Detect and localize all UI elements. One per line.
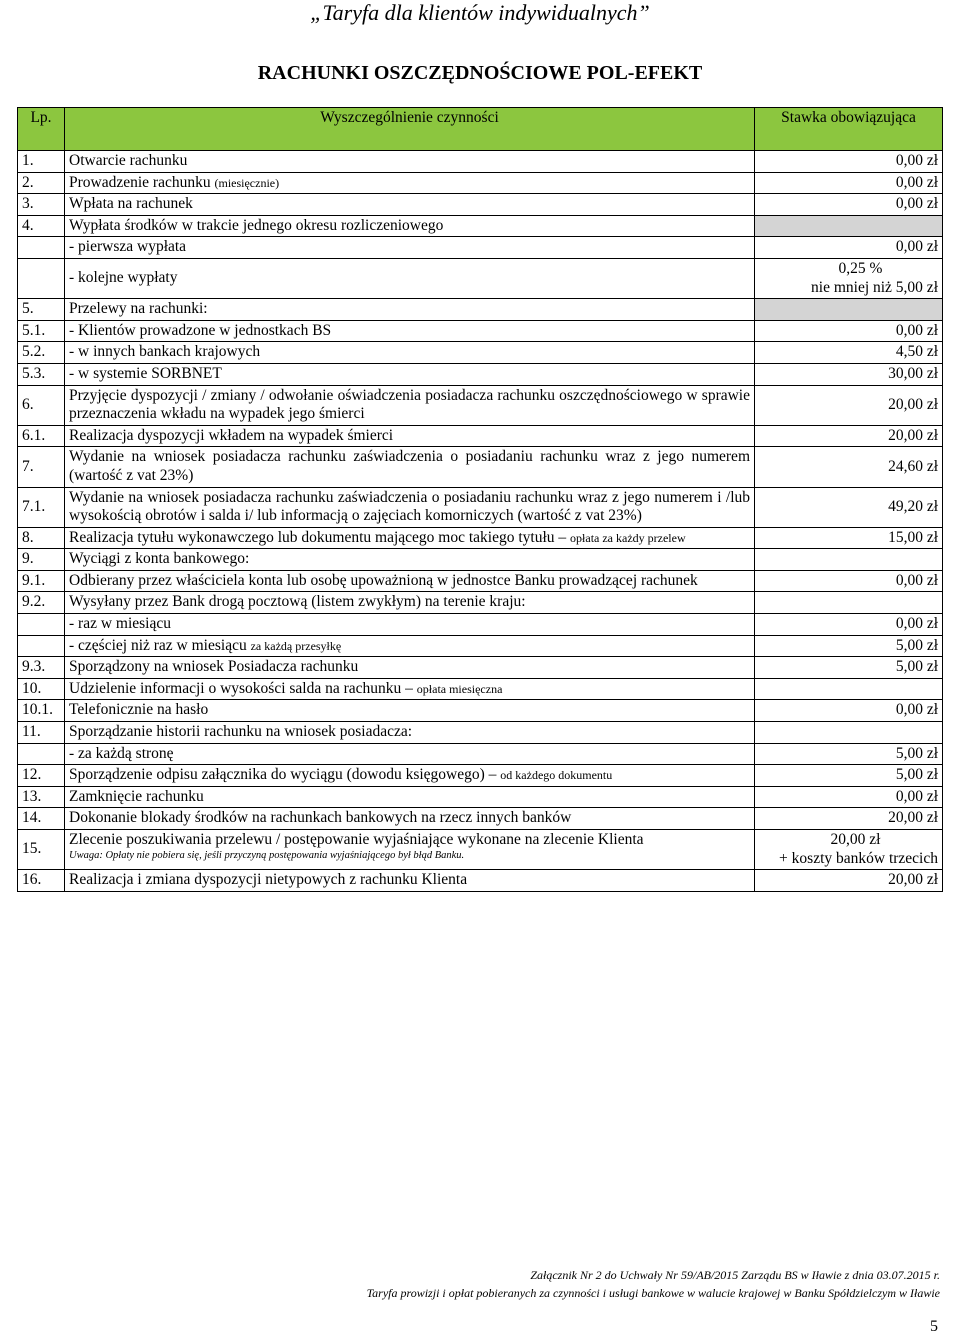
row-rate: 0,00 zł: [755, 614, 943, 636]
row-rate: 0,00 zł: [755, 786, 943, 808]
row-lp: 9.1.: [18, 570, 65, 592]
row-rate: 20,00 zł: [755, 425, 943, 447]
row-lp-empty: [18, 635, 65, 657]
column-header-rate: Stawka obowiązująca: [755, 108, 943, 151]
row-description: [65, 527, 755, 549]
table-row: [18, 743, 943, 765]
row-rate: 0,00 zł: [755, 320, 943, 342]
row-lp: 5.3.: [18, 363, 65, 385]
row-rate: [755, 830, 943, 870]
row-lp-empty: [18, 258, 65, 298]
row-description: Zamknięcie rachunku: [65, 786, 755, 808]
row-rate: 5,00 zł: [755, 657, 943, 679]
row-description: - kolejne wypłaty: [65, 258, 755, 298]
table-row: [18, 549, 943, 571]
row-rate: 20,00 zł: [755, 870, 943, 892]
row-lp: 14.: [18, 808, 65, 830]
table-row: [18, 320, 943, 342]
table-row: [18, 765, 943, 787]
table-row: [18, 614, 943, 636]
row-lp: 10.1.: [18, 700, 65, 722]
row-lp: 7.1.: [18, 487, 65, 527]
row-description: Odbierany przez właściciela konta lub osobę upoważnioną w jednostce Banku prowadzącej rachunek: [65, 570, 755, 592]
row-rate: 20,00 zł: [755, 808, 943, 830]
row-description-qualifier: opłata za każdy przelew: [570, 530, 686, 545]
row-lp: 9.3.: [18, 657, 65, 679]
row-lp: 5.1.: [18, 320, 65, 342]
row-description: Wydanie na wniosek posiadacza rachunku zaświadczenia o posiadaniu rachunku wraz z jego numerem i /lub wysokością obrotów i salda i/ lub informacją o zajęciach komorniczych (wartość z vat 23%): [65, 487, 755, 527]
row-lp: 13.: [18, 786, 65, 808]
row-lp-empty: [18, 614, 65, 636]
row-lp: 12.: [18, 765, 65, 787]
column-header-description: Wyszczególnienie czynności: [65, 108, 755, 151]
row-lp: 6.1.: [18, 425, 65, 447]
row-description-text: Prowadzenie rachunku: [69, 173, 211, 191]
row-lp: 4.: [18, 215, 65, 237]
row-description: - raz w miesiącu: [65, 614, 755, 636]
table-row: [18, 363, 943, 385]
row-description: Wypłata środków w trakcie jednego okresu rozliczeniowego: [65, 215, 755, 237]
row-rate-line: 0,25 %: [838, 259, 883, 277]
table-row: [18, 657, 943, 679]
table-row: [18, 722, 943, 744]
table-row: [18, 299, 943, 321]
row-description: - pierwsza wypłata: [65, 237, 755, 259]
row-description: Otwarcie rachunku: [65, 151, 755, 173]
row-description: [65, 830, 755, 870]
row-rate: 0,00 zł: [755, 570, 943, 592]
row-note: Uwaga: Opłaty nie pobiera się, jeśli przyczyną postępowania wyjaśniającego był błąd Banku.: [69, 849, 465, 861]
row-rate: [755, 258, 943, 298]
row-lp: 2.: [18, 172, 65, 194]
row-description: Sporządzony na wniosek Posiadacza rachunku: [65, 657, 755, 679]
table-header-row: [18, 108, 943, 151]
row-description: Wyciągi z konta bankowego:: [65, 549, 755, 571]
row-lp: 5.: [18, 299, 65, 321]
row-lp: 3.: [18, 194, 65, 216]
row-rate: 0,00 zł: [755, 700, 943, 722]
table-row: [18, 786, 943, 808]
row-rate: 4,50 zł: [755, 342, 943, 364]
row-rate-line: + koszty banków trzecich: [779, 849, 938, 867]
row-lp: 8.: [18, 527, 65, 549]
row-description: Wpłata na rachunek: [65, 194, 755, 216]
table-row: [18, 151, 943, 173]
table-row: [18, 172, 943, 194]
row-rate: 0,00 zł: [755, 194, 943, 216]
row-description: - za każdą stronę: [65, 743, 755, 765]
row-description-text: - częściej niż raz w miesiącu: [69, 636, 247, 654]
row-lp: 9.2.: [18, 592, 65, 614]
row-rate-empty: [755, 549, 943, 571]
row-description: - w systemie SORBNET: [65, 363, 755, 385]
row-description: Telefonicznie na hasło: [65, 700, 755, 722]
row-description-text: Sporządzenie odpisu załącznika do wyciągu (dowodu księgowego) –: [69, 766, 497, 784]
column-header-lp: Lp.: [18, 108, 65, 151]
row-rate: 0,00 zł: [755, 151, 943, 173]
row-description: Sporządzanie historii rachunku na wniosek posiadacza:: [65, 722, 755, 744]
row-description: [65, 635, 755, 657]
row-rate: 49,20 zł: [755, 487, 943, 527]
table-row: [18, 342, 943, 364]
row-description: Wysyłany przez Bank drogą pocztową (listem zwykłym) na terenie kraju:: [65, 592, 755, 614]
document-header: „Taryfa dla klientów indywidualnych”: [310, 0, 650, 25]
table-row: [18, 700, 943, 722]
table-row: [18, 258, 943, 298]
row-rate: 0,00 zł: [755, 237, 943, 259]
row-rate: 5,00 zł: [755, 635, 943, 657]
row-lp: 1.: [18, 151, 65, 173]
row-lp: 15.: [18, 830, 65, 870]
row-description-qualifier: od każdego dokumentu: [500, 768, 613, 783]
table-row: [18, 830, 943, 870]
table-row: [18, 808, 943, 830]
row-description-text: Realizacja tytułu wykonawczego lub dokumentu mającego moc takiego tytułu –: [69, 528, 567, 546]
row-rate-empty: [755, 722, 943, 744]
row-description: - w innych bankach krajowych: [65, 342, 755, 364]
row-description: [65, 765, 755, 787]
row-description-text: Zlecenie poszukiwania przelewu / postępowanie wyjaśniające wykonane na zlecenie Klienta: [69, 831, 644, 848]
table-row: [18, 237, 943, 259]
row-rate-empty: [755, 215, 943, 237]
table-row: [18, 385, 943, 425]
row-description: Przyjęcie dyspozycji / zmiany / odwołanie oświadczenia posiadacza rachunku oszczędnościowego w sprawie przeznaczenia wkładu na wypadek jego śmierci: [65, 385, 755, 425]
row-rate: 15,00 zł: [755, 527, 943, 549]
footer-attachment-note: Załącznik Nr 2 do Uchwały Nr 59/AB/2015 Zarządu BS w Iławie z dnia 03.07.2015 r.: [530, 1268, 940, 1282]
table-row: [18, 194, 943, 216]
table-row: [18, 678, 943, 700]
row-lp: 10.: [18, 678, 65, 700]
page-number: 5: [930, 1318, 938, 1335]
table-row: [18, 570, 943, 592]
row-rate-line: nie mniej niż 5,00 zł: [811, 278, 938, 296]
fee-table: [17, 107, 943, 892]
table-row: [18, 447, 943, 487]
table-row: [18, 215, 943, 237]
row-rate-line: 20,00 zł: [830, 831, 881, 848]
table-row: [18, 592, 943, 614]
row-description-qualifier: (miesięcznie): [214, 175, 280, 190]
table-row: [18, 527, 943, 549]
row-lp: 6.: [18, 385, 65, 425]
row-rate: 0,00 zł: [755, 172, 943, 194]
row-rate-empty: [755, 592, 943, 614]
row-rate: 5,00 zł: [755, 743, 943, 765]
row-rate-empty: [755, 299, 943, 321]
footer-tariff-note: Taryfa prowizji i opłat pobieranych za czynności i usługi bankowe w walucie krajowej w Banku Spółdzielczym w Iławie: [366, 1286, 940, 1300]
page-title: RACHUNKI OSZCZĘDNOŚCIOWE POL-EFEKT: [257, 62, 703, 84]
table-row: [18, 870, 943, 892]
row-lp: 7.: [18, 447, 65, 487]
row-lp: 5.2.: [18, 342, 65, 364]
row-lp-empty: [18, 743, 65, 765]
row-description-text: Udzielenie informacji o wysokości salda na rachunku –: [69, 679, 413, 697]
row-description-qualifier: za każdą przesyłkę: [250, 638, 342, 653]
row-rate: 30,00 zł: [755, 363, 943, 385]
row-description: - Klientów prowadzone w jednostkach BS: [65, 320, 755, 342]
row-description: [65, 678, 755, 700]
row-lp: 11.: [18, 722, 65, 744]
row-rate: 24,60 zł: [755, 447, 943, 487]
row-rate: 5,00 zł: [755, 765, 943, 787]
row-description: Realizacja dyspozycji wkładem na wypadek śmierci: [65, 425, 755, 447]
row-description-qualifier: opłata miesięczna: [416, 681, 503, 696]
row-description: Wydanie na wniosek posiadacza rachunku zaświadczenia o posiadaniu rachunku wraz z jego numerem (wartość z vat 23%): [65, 447, 755, 487]
row-rate: 20,00 zł: [755, 385, 943, 425]
table-row: [18, 487, 943, 527]
row-lp: 16.: [18, 870, 65, 892]
row-description: [65, 172, 755, 194]
table-row: [18, 635, 943, 657]
row-description: Realizacja i zmiana dyspozycji nietypowych z rachunku Klienta: [65, 870, 755, 892]
table-row: [18, 425, 943, 447]
row-lp-empty: [18, 237, 65, 259]
row-description: Przelewy na rachunki:: [65, 299, 755, 321]
row-rate-empty: [755, 678, 943, 700]
row-description: Dokonanie blokady środków na rachunkach bankowych na rzecz innych banków: [65, 808, 755, 830]
row-lp: 9.: [18, 549, 65, 571]
